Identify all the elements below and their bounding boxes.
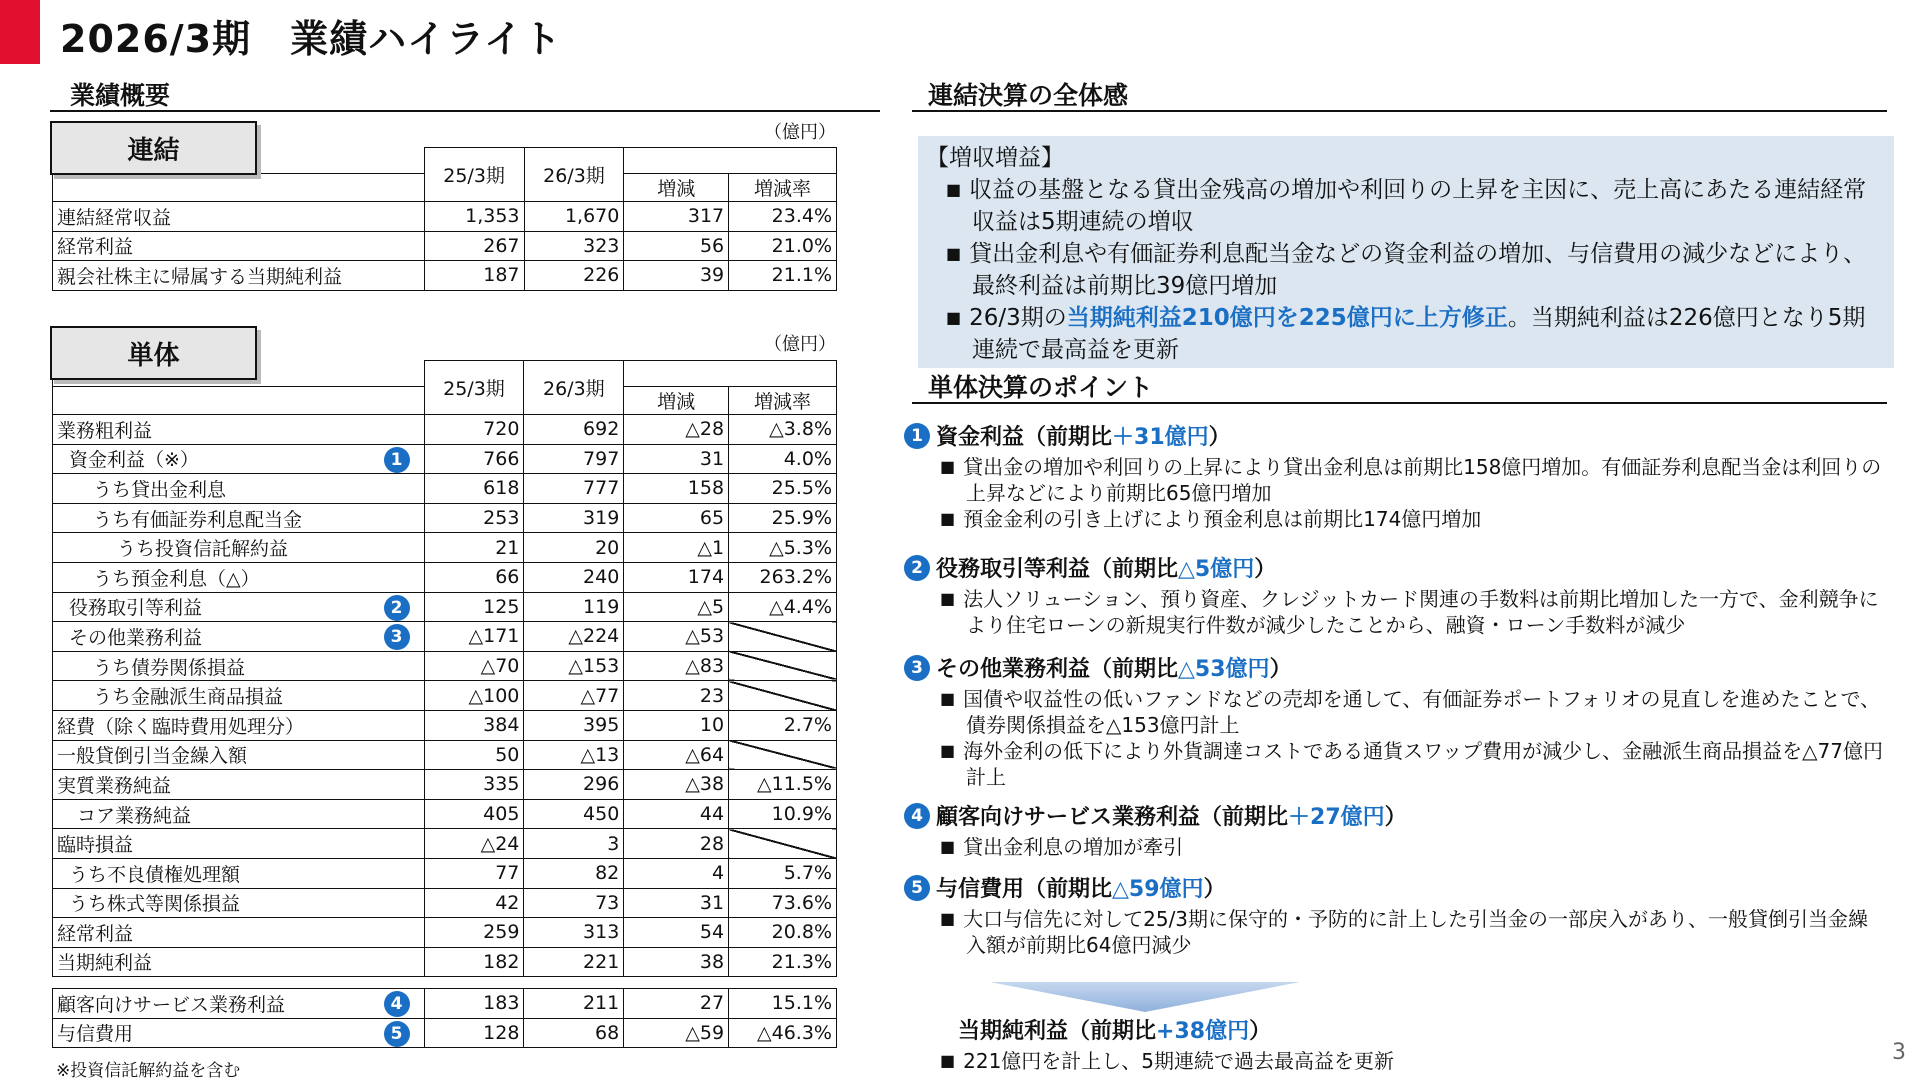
cell-fy26: 296 xyxy=(524,770,624,800)
cell-fy25: 335 xyxy=(424,770,524,800)
summary-bullet: ■ 26/3期の当期純利益210億円を225億円に上方修正。当期純利益は226億円となり5期連続で最高益を更新 xyxy=(946,305,1866,363)
row-label: うち貸出金利息 xyxy=(53,474,425,504)
cell-fy26: 119 xyxy=(524,592,624,622)
footnote: ※投資信託解約益を含む xyxy=(56,1061,241,1080)
cell-change: 44 xyxy=(624,799,729,829)
number-badge-icon: 2 xyxy=(904,555,930,581)
cell-fy25: 384 xyxy=(424,710,524,740)
row-label: うち不良債権処理額 xyxy=(53,858,425,888)
cell-change: △59 xyxy=(624,1018,729,1048)
cell-fy25: 183 xyxy=(424,989,524,1019)
title-accent-bar xyxy=(0,0,40,64)
number-badge-icon: 5 xyxy=(904,875,930,901)
cell-fy26: △13 xyxy=(524,740,624,770)
table-row xyxy=(53,1018,837,1048)
header-change: 増減 xyxy=(624,174,729,202)
cell-change: 158 xyxy=(624,474,729,504)
cell-fy25: 618 xyxy=(424,474,524,504)
cell-rate: 73.6% xyxy=(729,888,837,918)
cell-fy25: 42 xyxy=(424,888,524,918)
header-fy25: 25/3期 xyxy=(424,361,524,415)
number-badge-icon: 1 xyxy=(384,447,410,473)
cell-fy26: 777 xyxy=(524,474,624,504)
table-row xyxy=(53,947,837,977)
cell-fy25: 50 xyxy=(424,740,524,770)
cell-change: 54 xyxy=(624,918,729,948)
cell-change: △5 xyxy=(624,592,729,622)
number-badge-icon: 5 xyxy=(384,1021,410,1047)
row-label: 親会社株主に帰属する当期純利益 xyxy=(53,261,425,291)
cell-fy26: 73 xyxy=(524,888,624,918)
point-bullet: ■ 法人ソリューション、預り資産、クレジットカード関連の手数料は前期比増加した一方で、金利競争により住宅ローンの新規実行件数が減少したことから、融資・ローン手数料が減少 xyxy=(940,587,1879,637)
overall-summary-box xyxy=(918,136,1894,368)
cell-fy25: 182 xyxy=(424,947,524,977)
cell-rate: 20.8% xyxy=(729,918,837,948)
point-heading: 5 与信費用（前期比 △59億円 ） xyxy=(904,872,1226,903)
row-label: うち金融派生商品損益 xyxy=(53,681,425,711)
cell-fy25: △171 xyxy=(424,622,524,652)
consolidated-tab-label: 連結 xyxy=(50,121,257,175)
cell-fy26: △77 xyxy=(524,681,624,711)
cell-fy26: 3 xyxy=(524,829,624,859)
standalone-table xyxy=(52,360,837,977)
cell-change: 31 xyxy=(624,888,729,918)
table-row xyxy=(53,710,837,740)
cell-fy26: 221 xyxy=(524,947,624,977)
row-label: 経常利益 xyxy=(53,918,425,948)
cell-rate: △3.8% xyxy=(729,415,837,445)
page-title: 2026/3期 業績ハイライト xyxy=(60,17,562,61)
cell-fy26: 313 xyxy=(524,918,624,948)
point-body xyxy=(918,454,1888,532)
cell-change: 31 xyxy=(624,444,729,474)
table-row xyxy=(53,651,837,681)
cell-fy25: 128 xyxy=(424,1018,524,1048)
point-body xyxy=(918,686,1888,790)
row-label: 資金利益（※） 1 xyxy=(53,444,425,474)
number-badge-icon: 3 xyxy=(384,624,410,650)
header-rate: 増減率 xyxy=(729,387,837,415)
standalone-tab-label: 単体 xyxy=(50,326,257,380)
cell-fy26: 211 xyxy=(524,989,624,1019)
table-row xyxy=(53,533,837,563)
number-badge-icon: 4 xyxy=(904,803,930,829)
table-row xyxy=(53,829,837,859)
cell-rate: 21.0% xyxy=(729,231,837,261)
cell-fy25: 267 xyxy=(424,231,524,261)
cell-rate: △5.3% xyxy=(729,533,837,563)
cell-rate: △11.5% xyxy=(729,770,837,800)
row-label: 役務取引等利益 2 xyxy=(53,592,425,622)
cell-fy25: △70 xyxy=(424,651,524,681)
table-row xyxy=(53,415,837,445)
cell-change: △38 xyxy=(624,770,729,800)
final-bullet: ■ 221億円を計上し、5期連続で過去最高益を更新 xyxy=(940,1049,1395,1073)
table-row xyxy=(53,740,837,770)
cell-fy26: △153 xyxy=(524,651,624,681)
table-row xyxy=(53,592,837,622)
cell-fy25: 125 xyxy=(424,592,524,622)
section-title-overall: 連結決算の全体感 xyxy=(928,81,1129,110)
cell-fy26: 395 xyxy=(524,710,624,740)
row-label: コア業務純益 xyxy=(53,799,425,829)
section-divider xyxy=(50,110,880,112)
summary-bullet: ■ 貸出金利息や有価証券利息配当金などの資金利益の増加、与信費用の減少などにより、最終利益は前期比39億円増加 xyxy=(946,241,1867,299)
header-rate: 増減率 xyxy=(729,174,837,202)
point-heading: 4 顧客向けサービス業務利益（前期比 ＋27億円 ） xyxy=(904,800,1407,831)
cell-fy25: 187 xyxy=(424,261,524,291)
cell-rate: 21.3% xyxy=(729,947,837,977)
cell-change: 38 xyxy=(624,947,729,977)
number-badge-icon: 4 xyxy=(384,991,410,1017)
cell-rate xyxy=(729,681,837,711)
cell-fy25: 253 xyxy=(424,503,524,533)
header-fy26: 26/3期 xyxy=(524,148,624,202)
row-label: 実質業務純益 xyxy=(53,770,425,800)
point-heading: 3 その他業務利益（前期比 △53億円 ） xyxy=(904,652,1292,683)
cell-fy25: 766 xyxy=(424,444,524,474)
cell-change: 4 xyxy=(624,858,729,888)
cell-fy26: 797 xyxy=(524,444,624,474)
cell-rate xyxy=(729,651,837,681)
section-title-points: 単体決算のポイント xyxy=(928,373,1154,402)
cell-fy26: 323 xyxy=(524,231,624,261)
cell-rate xyxy=(729,622,837,652)
final-heading: 当期純利益（前期比 +38億円 ） xyxy=(958,1019,1272,1044)
cell-fy26: 319 xyxy=(524,503,624,533)
point-bullet: ■ 国債や収益性の低いファンドなどの売却を通して、有価証券ポートフォリオの見直しを進めたことで、債券関係損益を△153億円計上 xyxy=(940,687,1881,737)
cell-rate: 263.2% xyxy=(729,562,837,592)
row-label: 顧客向けサービス業務利益 4 xyxy=(53,989,425,1019)
summary-bullet: ■ 収益の基盤となる貸出金残高の増加や利回りの上昇を主因に、売上高にあたる連結経常収益は5期連続の増収 xyxy=(946,177,1867,235)
cell-change: △64 xyxy=(624,740,729,770)
point-body xyxy=(918,906,1888,958)
page-number: 3 xyxy=(1892,1040,1906,1065)
table-row xyxy=(53,770,837,800)
box-heading: 【増収増益】 xyxy=(926,145,1064,171)
header-change: 増減 xyxy=(624,387,729,415)
cell-fy25: △24 xyxy=(424,829,524,859)
cell-rate: 5.7% xyxy=(729,858,837,888)
down-arrow-icon xyxy=(990,982,1300,1012)
cell-change: 10 xyxy=(624,710,729,740)
row-label: うち投資信託解約益 xyxy=(53,533,425,563)
table-row xyxy=(53,503,837,533)
cell-fy26: 20 xyxy=(524,533,624,563)
cell-fy25: △100 xyxy=(424,681,524,711)
section-title-overview: 業績概要 xyxy=(70,81,171,110)
cell-change: 39 xyxy=(624,261,729,291)
cell-change: △83 xyxy=(624,651,729,681)
row-label: 経費（除く臨時費用処理分） xyxy=(53,710,425,740)
cell-rate: 21.1% xyxy=(729,261,837,291)
row-label: 連結経常収益 xyxy=(53,202,425,232)
section-divider xyxy=(912,110,1887,112)
point-bullet: ■ 貸出金の増加や利回りの上昇により貸出金利息は前期比158億円増加。有価証券利息配当金は利回りの上昇などにより前期比65億円増加 xyxy=(940,455,1882,505)
cell-rate: 15.1% xyxy=(729,989,837,1019)
unit-label: （億円） xyxy=(764,334,836,355)
extra-table xyxy=(52,988,837,1048)
cell-rate xyxy=(729,829,837,859)
cell-change: 28 xyxy=(624,829,729,859)
cell-fy26: 1,670 xyxy=(524,202,624,232)
cell-fy25: 259 xyxy=(424,918,524,948)
row-label: 臨時損益 xyxy=(53,829,425,859)
unit-label: （億円） xyxy=(764,122,836,143)
upward-revision-highlight: 当期純利益210億円を225億円に上方修正 xyxy=(1066,305,1508,331)
row-label: うち株式等関係損益 xyxy=(53,888,425,918)
cell-fy26: △224 xyxy=(524,622,624,652)
cell-rate: 25.5% xyxy=(729,474,837,504)
row-label: 業務粗利益 xyxy=(53,415,425,445)
header-fy25: 25/3期 xyxy=(424,148,524,202)
table-row xyxy=(53,231,837,261)
point-bullet: ■ 大口与信先に対して25/3期に保守的・予防的に計上した引当金の一部戻入があり、一般貸倒引当金繰入額が前期比64億円減少 xyxy=(940,907,1869,957)
table-row xyxy=(53,989,837,1019)
section-divider xyxy=(912,402,1887,404)
row-label: 与信費用 5 xyxy=(53,1018,425,1048)
point-bullet: ■ 預金金利の引き上げにより預金利息は前期比174億円増加 xyxy=(940,507,1482,531)
cell-fy25: 21 xyxy=(424,533,524,563)
cell-rate: 10.9% xyxy=(729,799,837,829)
number-badge-icon: 3 xyxy=(904,655,930,681)
point-bullet: ■ 海外金利の低下により外貨調達コストである通貨スワップ費用が減少し、金融派生商品損益を△77億円計上 xyxy=(940,739,1883,789)
cell-change: 174 xyxy=(624,562,729,592)
table-row xyxy=(53,202,837,232)
cell-fy25: 66 xyxy=(424,562,524,592)
cell-rate xyxy=(729,740,837,770)
table-row xyxy=(53,858,837,888)
cell-rate: 2.7% xyxy=(729,710,837,740)
cell-rate: 4.0% xyxy=(729,444,837,474)
table-row xyxy=(53,799,837,829)
table-row xyxy=(53,918,837,948)
cell-change: 65 xyxy=(624,503,729,533)
number-badge-icon: 2 xyxy=(384,595,410,621)
table-row xyxy=(53,622,837,652)
cell-rate: 25.9% xyxy=(729,503,837,533)
row-label: うち預金利息（△） xyxy=(53,562,425,592)
table-row xyxy=(53,888,837,918)
row-label: 一般貸倒引当金繰入額 xyxy=(53,740,425,770)
row-label: 経常利益 xyxy=(53,231,425,261)
point-body xyxy=(918,834,1888,860)
row-label: うち有価証券利息配当金 xyxy=(53,503,425,533)
header-fy26: 26/3期 xyxy=(524,361,624,415)
table-row xyxy=(53,261,837,291)
cell-fy26: 68 xyxy=(524,1018,624,1048)
table-row xyxy=(53,562,837,592)
point-body xyxy=(918,586,1888,638)
table-row xyxy=(53,444,837,474)
number-badge-icon: 1 xyxy=(904,423,930,449)
cell-fy26: 240 xyxy=(524,562,624,592)
cell-change: 56 xyxy=(624,231,729,261)
cell-change: △53 xyxy=(624,622,729,652)
cell-fy26: 82 xyxy=(524,858,624,888)
cell-rate: △4.4% xyxy=(729,592,837,622)
point-heading: 1 資金利益（前期比 ＋31億円 ） xyxy=(904,420,1231,451)
row-label: 当期純利益 xyxy=(53,947,425,977)
cell-change: 23 xyxy=(624,681,729,711)
cell-change: 317 xyxy=(624,202,729,232)
cell-rate: 23.4% xyxy=(729,202,837,232)
cell-fy26: 692 xyxy=(524,415,624,445)
point-bullet: ■ 貸出金利息の増加が牽引 xyxy=(940,835,1184,859)
cell-fy26: 226 xyxy=(524,261,624,291)
cell-change: △28 xyxy=(624,415,729,445)
cell-change: △1 xyxy=(624,533,729,563)
point-heading: 2 役務取引等利益（前期比 △5億円 ） xyxy=(904,552,1276,583)
cell-rate: △46.3% xyxy=(729,1018,837,1048)
cell-fy26: 450 xyxy=(524,799,624,829)
cell-fy25: 1,353 xyxy=(424,202,524,232)
cell-fy25: 720 xyxy=(424,415,524,445)
row-label: うち債券関係損益 xyxy=(53,651,425,681)
table-row xyxy=(53,474,837,504)
cell-fy25: 77 xyxy=(424,858,524,888)
cell-change: 27 xyxy=(624,989,729,1019)
cell-fy25: 405 xyxy=(424,799,524,829)
row-label: その他業務利益 3 xyxy=(53,622,425,652)
table-row xyxy=(53,681,837,711)
